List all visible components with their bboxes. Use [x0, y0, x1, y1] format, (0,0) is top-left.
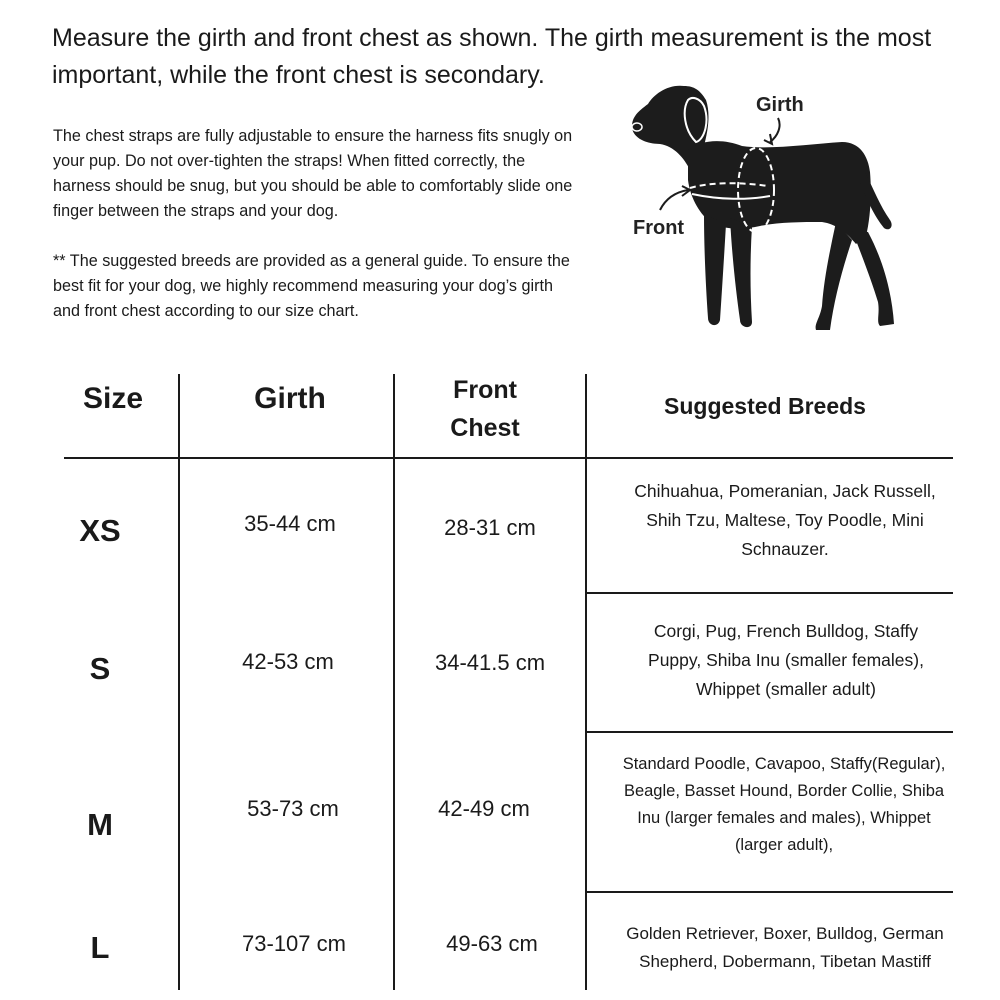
- girth-diagram-label: Girth: [756, 94, 804, 116]
- front-diagram-label: Front: [633, 217, 685, 239]
- row-s-girth: 42-53 cm: [242, 649, 334, 674]
- row-xs-front-chest: 28-31 cm: [444, 515, 536, 540]
- row-l-front-chest: 49-63 cm: [446, 931, 538, 956]
- row-m-girth: 53-73 cm: [247, 796, 339, 821]
- column-divider: [178, 374, 180, 990]
- breed-guide-note: ** The suggested breeds are provided as a general guide. To ensure the best fit for your dog, we highly recommend measuring your dog’s girth and front chest according to our size chart.: [53, 252, 570, 320]
- row-l-breeds: Golden Retriever, Boxer, Bulldog, German Shepherd, Dobermann, Tibetan Mastiff: [626, 924, 944, 971]
- row-m-breeds: Standard Poodle, Cavapoo, Staffy(Regular), Beagle, Basset Hound, Border Collie, Shiba Inu (larger females and males), Whippet (larger adult),: [622, 755, 946, 854]
- row-s-breeds: Corgi, Pug, French Bulldog, Staffy Puppy, Shiba Inu (smaller females), Whippet (smaller adult): [648, 621, 924, 699]
- header-front-chest-line2: Chest: [450, 414, 520, 442]
- row-s-size: S: [89, 651, 111, 686]
- row-xs-breeds: Chihuahua, Pomeranian, Jack Russell, Shih Tzu, Maltese, Toy Poodle, Mini Schnauzer.: [634, 481, 936, 559]
- header-front-chest: [430, 371, 540, 447]
- row-divider: [585, 891, 953, 893]
- fit-instructions-paragraph: The chest straps are fully adjustable to ensure the harness fits snugly on your pup. Do not over-tighten the straps! When fitted correctly, the harness should be snug, but you should be able to comfortably slide one finger between the straps and your dog.: [53, 127, 573, 220]
- row-divider: [585, 731, 953, 733]
- column-divider: [393, 374, 395, 990]
- row-l-girth: 73-107 cm: [242, 931, 346, 956]
- column-divider: [585, 374, 587, 990]
- row-m-front-chest: 42-49 cm: [438, 796, 530, 821]
- header-girth: Girth: [254, 382, 326, 415]
- row-xs-size: XS: [79, 513, 121, 548]
- row-l-size: L: [90, 930, 110, 965]
- row-m-size: M: [87, 807, 113, 842]
- header-suggested-breeds: Suggested Breeds: [664, 393, 866, 419]
- row-xs-girth: 35-44 cm: [244, 511, 336, 536]
- dog-silhouette-icon: [600, 78, 920, 343]
- header-front-chest-line1: Front: [453, 376, 517, 404]
- header-divider: [64, 457, 953, 459]
- row-s-front-chest: 34-41.5 cm: [434, 650, 546, 675]
- header-size: Size: [82, 382, 144, 415]
- page-heading: Measure the girth and front chest as shown. The girth measurement is the most important, while the front chest is secondary.: [52, 24, 932, 89]
- row-divider: [585, 592, 953, 594]
